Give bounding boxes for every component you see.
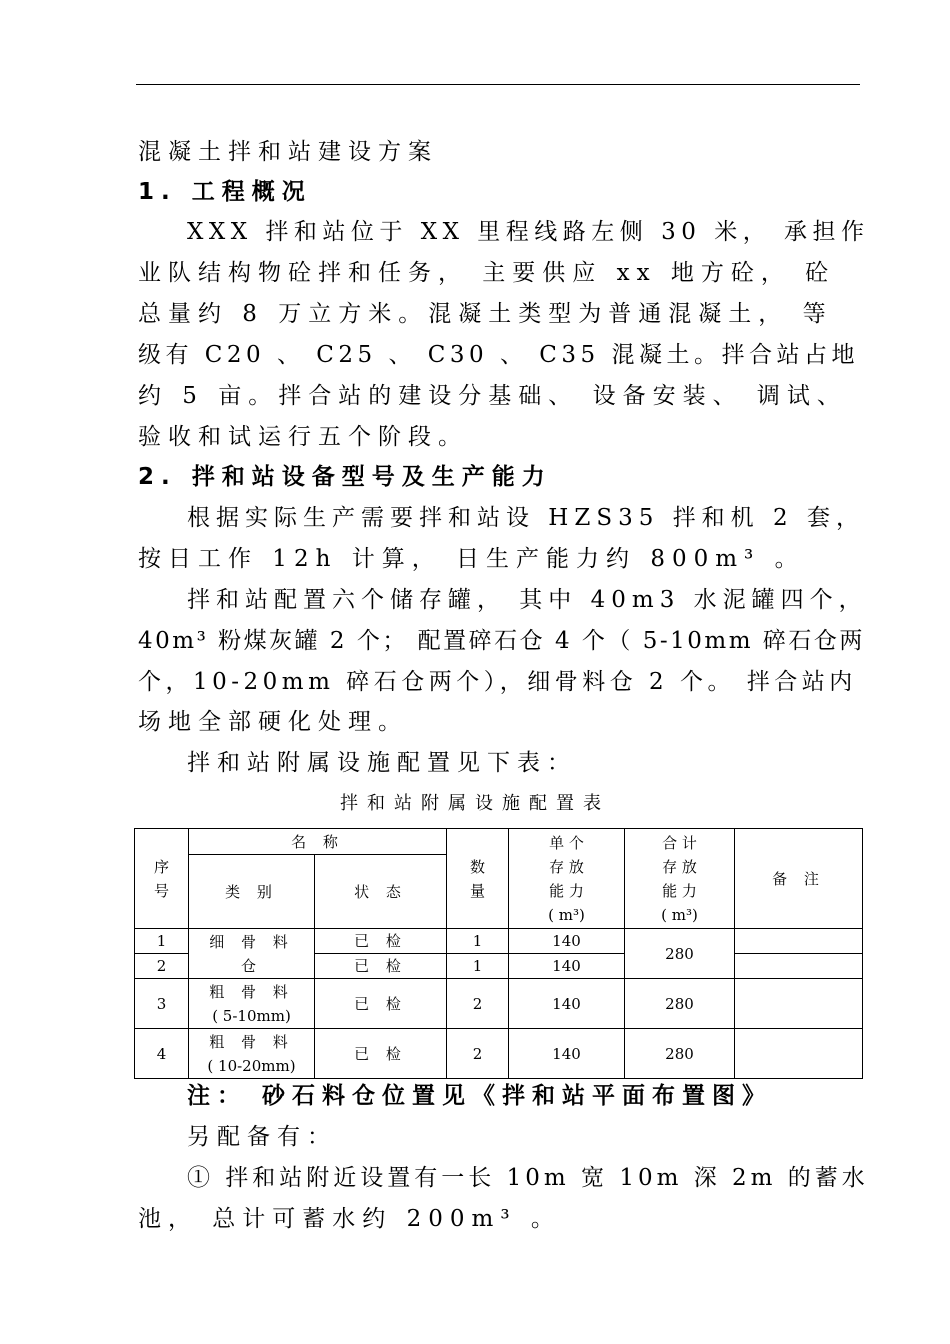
cell-unit-capacity: 140 <box>509 929 625 954</box>
cell-qty: 2 <box>447 979 509 1029</box>
cell-seq: 4 <box>135 1029 189 1079</box>
cell-remark <box>735 979 863 1029</box>
paragraph-line: 约 5 亩。拌合站的建设分基础、 设备安装、 调试、 <box>138 383 847 409</box>
cell-total-capacity: 280 <box>625 1029 735 1079</box>
paragraph-line: 拌和站配置六个储存罐， 其中 40m3 水泥罐四个， <box>187 587 868 613</box>
paragraph-line: 池， 总计可蓄水约 200m³ 。 <box>138 1206 561 1232</box>
cell-category: 细 骨 料 仓 <box>189 929 315 979</box>
section-heading-2: 2. 拌和站设备型号及生产能力 <box>138 464 552 490</box>
cell-status: 已 检 <box>315 1029 447 1079</box>
cell-total-capacity: 280 <box>625 929 735 979</box>
cell-seq: 2 <box>135 954 189 979</box>
cell-unit-capacity: 140 <box>509 1029 625 1079</box>
cell-category: 粗 骨 料 ( 5-10mm) <box>189 979 315 1029</box>
header-qty: 数 量 <box>447 829 509 929</box>
table-row <box>135 979 863 1029</box>
paragraph-line: 另配备有： <box>187 1124 337 1150</box>
cell-remark <box>735 954 863 979</box>
cell-qty: 2 <box>447 1029 509 1079</box>
table-caption: 拌和站附属设施配置表 <box>340 793 610 814</box>
header-status: 状 态 <box>315 855 447 929</box>
paragraph-line: 根据实际生产需要拌和站设 HZS35 拌和机 2 套， <box>187 505 865 531</box>
doc-title: 混凝土拌和站建设方案 <box>138 139 438 165</box>
paragraph-line: 验收和试运行五个阶段。 <box>138 424 468 450</box>
header-remark: 备 注 <box>735 829 863 929</box>
facility-table <box>134 828 863 1079</box>
header-unit-capacity: 单 个 存 放 能 力 ( m³) <box>509 829 625 929</box>
paragraph-line: ① 拌和站附近设置有一长 10m 宽 10m 深 2m 的蓄水 <box>187 1165 869 1191</box>
paragraph-line: 按日工作 12h 计算， 日生产能力约 800m³ 。 <box>138 546 805 572</box>
cell-category: 粗 骨 料 ( 10-20mm) <box>189 1029 315 1079</box>
table-row <box>135 1029 863 1079</box>
paragraph-line: 级有 C20 、 C25 、 C30 、 C35 混凝土。拌合站占地 <box>138 342 859 368</box>
header-name: 名 称 <box>189 829 447 855</box>
section-heading-1: 1. 工程概况 <box>138 179 312 205</box>
cell-remark <box>735 929 863 954</box>
cell-total-capacity: 280 <box>625 979 735 1029</box>
table-header-row <box>135 829 863 855</box>
paragraph-line: 总量约 8 万立方米。混凝土类型为普通混凝土， 等 <box>138 301 833 327</box>
header-rule <box>136 84 860 85</box>
paragraph-line: 拌和站附属设施配置见下表： <box>187 750 577 776</box>
header-total-capacity: 合 计 存 放 能 力 ( m³) <box>625 829 735 929</box>
cell-qty: 1 <box>447 929 509 954</box>
header-seq: 序 号 <box>135 829 189 929</box>
header-category: 类 别 <box>189 855 315 929</box>
paragraph-line: 业队结构物砼拌和任务， 主要供应 xx 地方砼， 砼 <box>138 260 836 286</box>
cell-qty: 1 <box>447 954 509 979</box>
paragraph-line: 40m³ 粉煤灰罐 2 个； 配置碎石仓 4 个（ 5-10mm 碎石仓两 <box>138 628 865 654</box>
table-row <box>135 929 863 954</box>
cell-status: 已 检 <box>315 979 447 1029</box>
paragraph-line: XXX 拌和站位于 XX 里程线路左侧 30 米， 承担作 <box>187 219 870 245</box>
cell-unit-capacity: 140 <box>509 979 625 1029</box>
cell-status: 已 检 <box>315 954 447 979</box>
cell-remark <box>735 1029 863 1079</box>
paragraph-line: 个，10-20mm 碎石仓两个），细骨料仓 2 个。 拌合站内 <box>138 669 857 695</box>
table-note: 注： 砂石料仓位置见《拌和站平面布置图》 <box>187 1083 773 1109</box>
cell-seq: 3 <box>135 979 189 1029</box>
cell-seq: 1 <box>135 929 189 954</box>
paragraph-line: 场地全部硬化处理。 <box>138 709 408 735</box>
cell-unit-capacity: 140 <box>509 954 625 979</box>
cell-status: 已 检 <box>315 929 447 954</box>
